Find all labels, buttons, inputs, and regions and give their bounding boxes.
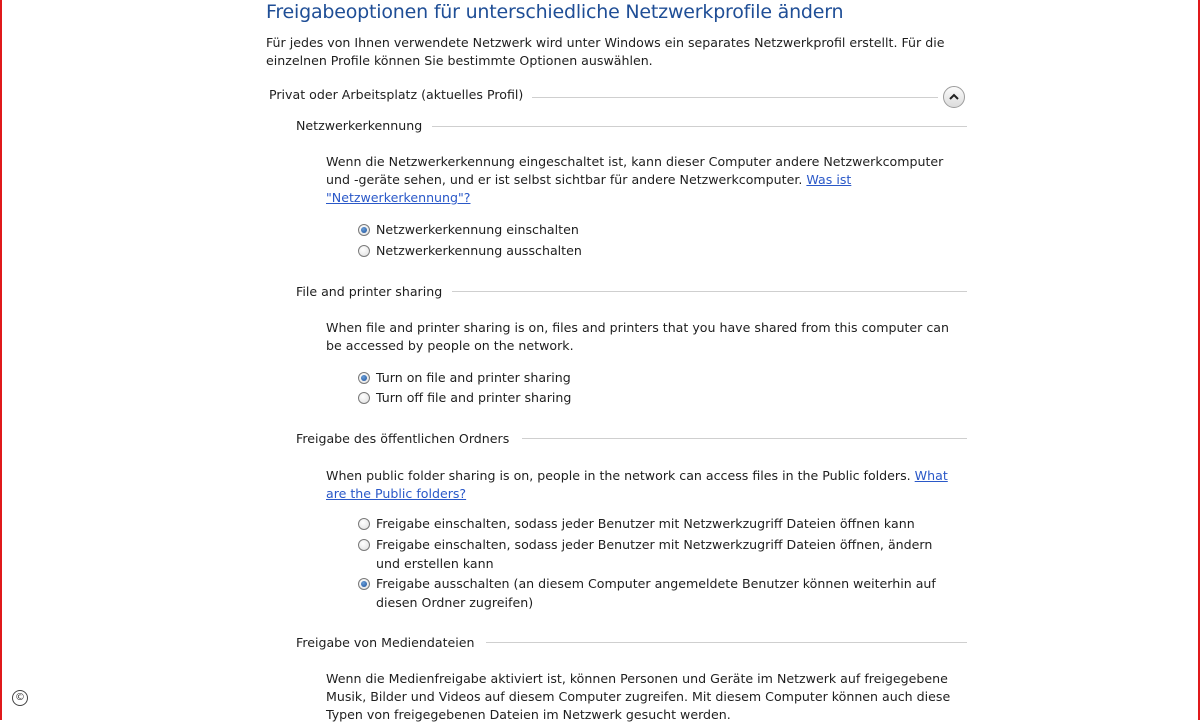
radio-label: Freigabe einschalten, sodass jeder Benutzer mit Netzwerkzugriff Dateien öffnen, ändern und erstellen kann xyxy=(376,537,933,571)
section-divider xyxy=(452,291,967,292)
radio-label: Freigabe ausschalten (an diesem Computer angemeldete Benutzer können weiterhin auf diesen Ordner zugreifen) xyxy=(376,576,936,610)
collapse-profile-button[interactable] xyxy=(943,86,965,108)
radio-label: Turn off file and printer sharing xyxy=(376,390,572,405)
section-title-file-printer-sharing: File and printer sharing xyxy=(296,284,443,299)
radio-button-selected[interactable] xyxy=(358,578,370,590)
radio-button-selected[interactable] xyxy=(358,224,370,236)
radio-label: Netzwerkerkennung einschalten xyxy=(376,222,579,237)
media-sharing-description: Wenn die Medienfreigabe aktiviert ist, können Personen und Geräte im Netzwerk auf freigegebene Musik, Bilder und Videos auf diesem Computer zugreifen. Mit diesem Computer können auch diese Typen von freigegebenen Dateien im Netzwerk gesucht werden. xyxy=(326,671,951,722)
section-divider xyxy=(432,126,967,127)
radio-button[interactable] xyxy=(358,539,370,551)
chevron-up-icon xyxy=(949,93,959,101)
profile-header-label[interactable]: Privat oder Arbeitsplatz (aktuelles Profil) xyxy=(269,87,524,102)
section-title-public-folder: Freigabe des öffentlichen Ordners xyxy=(296,431,510,446)
radio-button[interactable] xyxy=(358,392,370,404)
section-divider xyxy=(522,438,967,439)
section-title-network-discovery: Netzwerkerkennung xyxy=(296,118,423,133)
radio-button[interactable] xyxy=(358,245,370,257)
radio-label: Freigabe einschalten, sodass jeder Benutzer mit Netzwerkzugriff Dateien öffnen kann xyxy=(376,516,915,531)
radio-public-open[interactable] xyxy=(358,515,958,534)
radio-file-sharing-off[interactable] xyxy=(358,389,958,408)
section-divider xyxy=(486,642,967,643)
public-folder-description xyxy=(326,467,966,503)
radio-network-discovery-on[interactable] xyxy=(358,221,958,240)
intro-text: Für jedes von Ihnen verwendete Netzwerk wird unter Windows ein separates Netzwerkprofil erstellt. Für die einzelnen Profile können Sie bestimmte Optionen auswählen. xyxy=(266,35,945,68)
radio-button[interactable] xyxy=(358,518,370,530)
radio-public-open-modify[interactable] xyxy=(358,536,958,573)
network-discovery-description xyxy=(326,153,966,207)
profile-divider xyxy=(532,97,938,98)
copyright-icon: © xyxy=(12,690,28,706)
radio-file-sharing-on[interactable] xyxy=(358,369,958,388)
section-title-media-sharing: Freigabe von Mediendateien xyxy=(296,635,475,650)
public-folder-help-link[interactable]: What are the Public folders? xyxy=(326,468,948,501)
public-folder-text: When public folder sharing is on, people in the network can access files in the Public folders. xyxy=(326,468,911,483)
file-sharing-description: When file and printer sharing is on, files and printers that you have shared from this computer can be accessed by people on the network. xyxy=(326,320,949,353)
radio-label: Netzwerkerkennung ausschalten xyxy=(376,243,582,258)
radio-network-discovery-off[interactable] xyxy=(358,242,958,261)
radio-label: Turn on file and printer sharing xyxy=(376,370,571,385)
radio-button-selected[interactable] xyxy=(358,372,370,384)
network-discovery-text: Wenn die Netzwerkerkennung eingeschaltet ist, kann dieser Computer andere Netzwerkcomputer und -geräte sehen, und er ist selbst sichtbar für andere Netzwerkcomputer. xyxy=(326,154,944,187)
network-discovery-help-link[interactable]: Was ist "Netzwerkerkennung"? xyxy=(326,172,852,205)
page-title: Freigabeoptionen für unterschiedliche Netzwerkprofile ändern xyxy=(266,1,844,23)
radio-public-off[interactable] xyxy=(358,575,958,612)
